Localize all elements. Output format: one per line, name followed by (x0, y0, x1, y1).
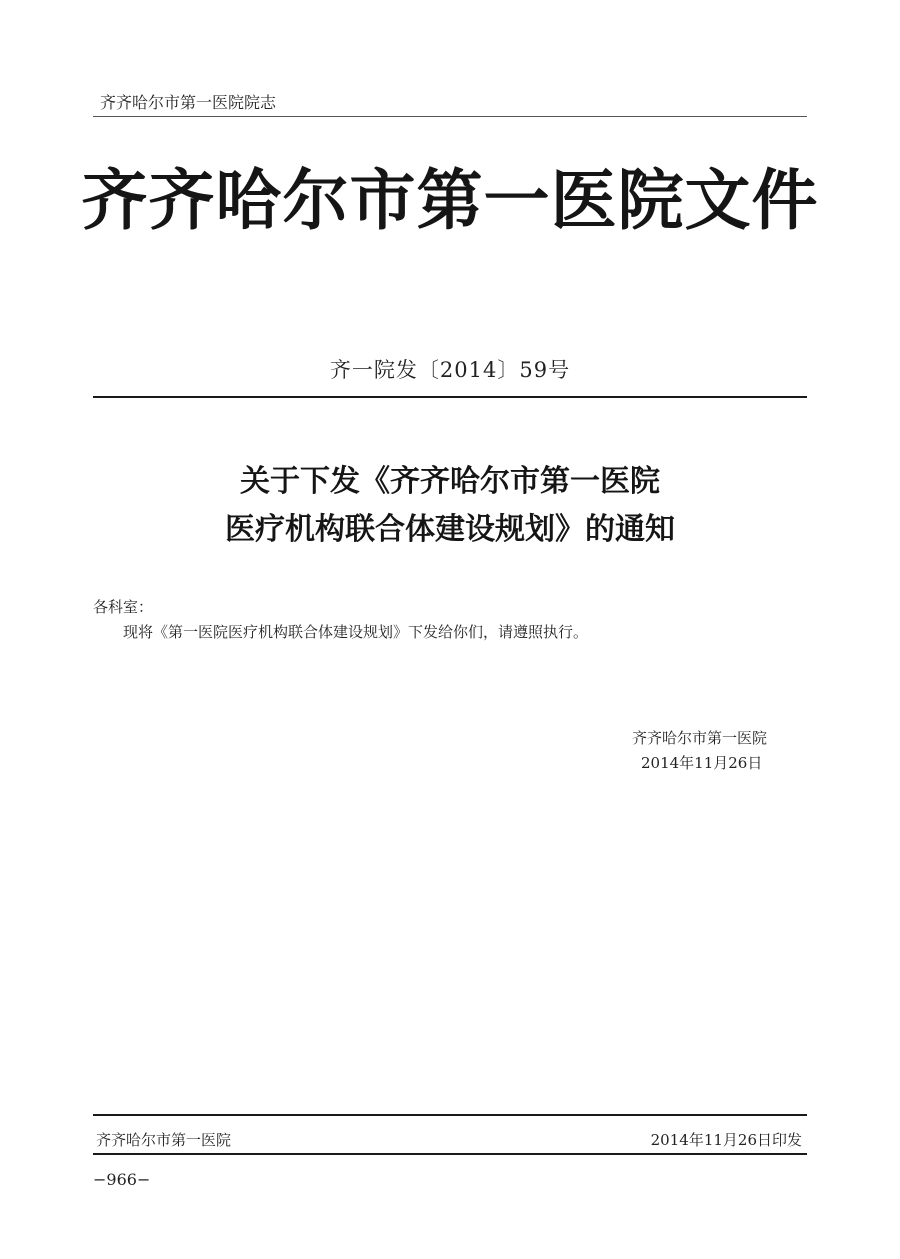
signature-date: 2014年11月26日 (641, 754, 763, 772)
page-number: −966− (93, 1170, 151, 1189)
running-header: 齐齐哈尔市第一医院院志 (100, 93, 277, 112)
document-number: 齐一院发〔2014〕59号 (329, 358, 571, 382)
signature-organization: 齐齐哈尔市第一医院 (632, 729, 768, 747)
notice-title-line-2: 医疗机构联合体建设规划》的通知 (225, 512, 675, 547)
header-rule (93, 116, 807, 117)
footer-print-date: 2014年11月26日印发 (650, 1131, 802, 1149)
body-paragraph: 现将《第一医院医疗机构联合体建设规划》下发给你们，请遵照执行。 (123, 623, 589, 641)
document-number-rule (93, 396, 807, 398)
footer-top-rule (93, 1114, 807, 1116)
footer-bottom-rule (93, 1153, 807, 1155)
footer-issuer: 齐齐哈尔市第一医院 (96, 1131, 232, 1149)
document-title: 齐齐哈尔市第一医院文件 (81, 161, 819, 239)
notice-title-line-1: 关于下发《齐齐哈尔市第一医院 (240, 464, 660, 499)
salutation: 各科室： (93, 598, 154, 616)
